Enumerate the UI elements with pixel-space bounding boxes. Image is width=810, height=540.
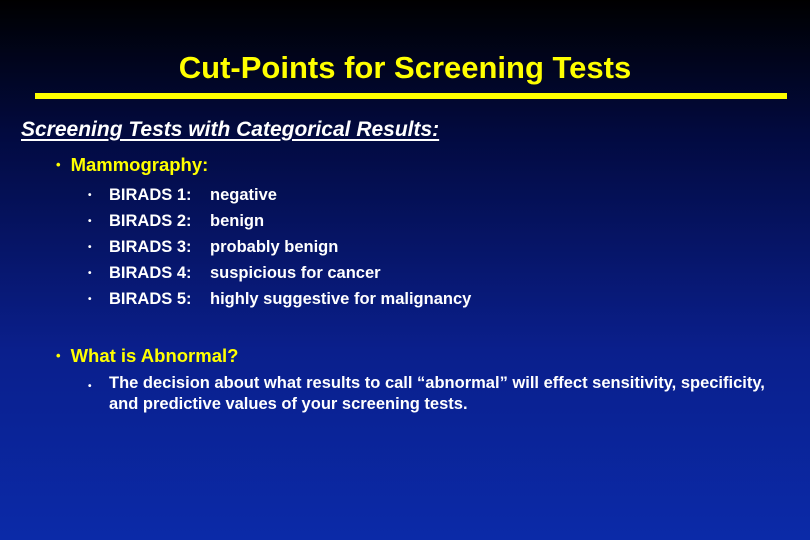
abnormal-description [88, 373, 788, 415]
bullet-icon: • [88, 268, 92, 279]
birads-label: BIRADS 1: [109, 186, 192, 204]
birads-label: BIRADS 3: [109, 238, 192, 256]
mammography-bullet [56, 154, 208, 176]
birads-value: benign [210, 212, 265, 230]
list-item [88, 236, 471, 262]
list-item [88, 184, 471, 210]
list-item [88, 262, 471, 288]
bullet-icon: • [88, 242, 92, 253]
list-item [88, 288, 471, 314]
birads-label: BIRADS 2: [109, 212, 192, 230]
bullet-icon: • [88, 190, 92, 201]
abnormal-bullet [56, 345, 238, 367]
list-item [88, 210, 471, 236]
bullet-icon: • [88, 294, 92, 305]
birads-value: probably benign [210, 238, 339, 256]
birads-list [88, 184, 471, 314]
mammography-heading: Mammography: [70, 154, 209, 175]
birads-value: highly suggestive for malignancy [210, 290, 472, 308]
birads-value: suspicious for cancer [210, 264, 381, 282]
section-heading: Screening Tests with Categorical Results: [21, 118, 440, 141]
abnormal-description-text: The decision about what results to call “abnormal” will effect sensitivity, specificity, and predictive values of your screening tests. [109, 374, 765, 413]
slide-title: Cut-Points for Screening Tests [178, 50, 632, 85]
bullet-icon: • [88, 381, 92, 392]
birads-label: BIRADS 4: [109, 264, 192, 282]
abnormal-heading: What is Abnormal? [70, 345, 239, 366]
bullet-icon: • [56, 157, 61, 172]
title-underline-rule [35, 93, 787, 99]
birads-value: negative [210, 186, 277, 204]
birads-label: BIRADS 5: [109, 290, 192, 308]
bullet-icon: • [88, 216, 92, 227]
bullet-icon: • [56, 348, 61, 363]
